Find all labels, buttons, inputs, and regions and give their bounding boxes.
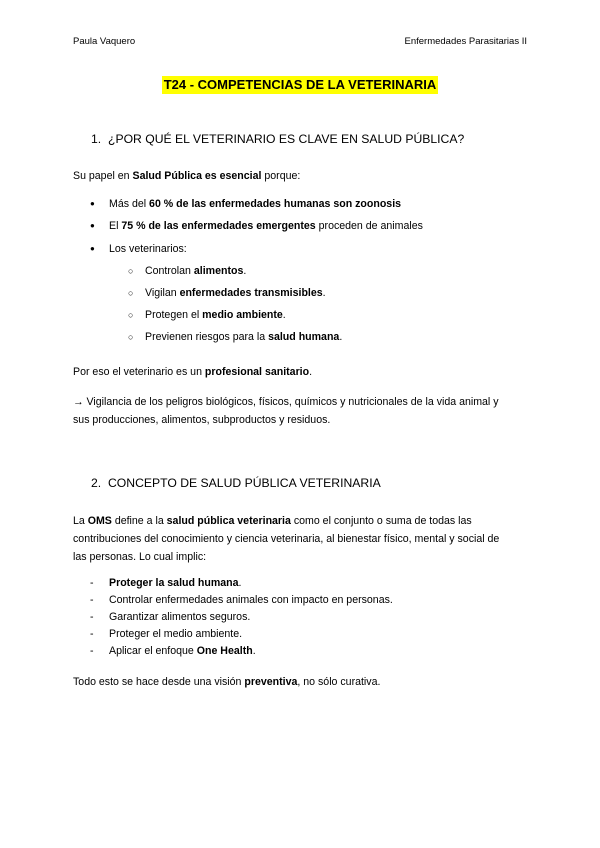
section2-closing bbox=[73, 673, 528, 691]
bold-run: profesional sanitario bbox=[204, 366, 310, 378]
bold-run: salud humana bbox=[268, 331, 340, 343]
dash-list-item bbox=[109, 643, 256, 660]
section2-number: 2. bbox=[91, 476, 102, 490]
dash-marker: - bbox=[90, 611, 94, 623]
bold-run: alimentos bbox=[193, 265, 244, 277]
bold-run: One Health bbox=[196, 645, 253, 657]
bold-run: salud pública veterinaria bbox=[166, 515, 291, 527]
text-run: . bbox=[282, 309, 286, 321]
ring-marker: ○ bbox=[128, 332, 134, 342]
definition-line2: contribuciones del conocimiento y ciencia veterinaria, al bienestar físico, mental y social de bbox=[73, 533, 500, 545]
text-run: Todo esto se hace desde una visión bbox=[73, 676, 245, 688]
dash-marker: - bbox=[90, 594, 94, 606]
bullet-marker: ● bbox=[90, 221, 95, 230]
sub-list-item bbox=[145, 262, 246, 280]
section1-conclusion bbox=[73, 363, 528, 381]
text-run: Protegen el bbox=[145, 309, 203, 321]
section2-heading-text: CONCEPTO DE SALUD PÚBLICA VETERINARIA bbox=[108, 476, 381, 490]
text-run: Más del bbox=[109, 198, 150, 210]
dash-list-item bbox=[109, 575, 241, 592]
text-run: . bbox=[322, 287, 326, 299]
sub-list-item bbox=[145, 328, 342, 346]
ring-marker: ○ bbox=[128, 310, 134, 320]
text-run: . bbox=[243, 265, 247, 277]
header-author: Paula Vaquero bbox=[73, 36, 136, 47]
definition-line3: las personas. Lo cual implic: bbox=[73, 551, 207, 563]
text-run: porque: bbox=[261, 170, 301, 182]
text-run: Los veterinarios: bbox=[109, 243, 187, 255]
bold-run: OMS bbox=[87, 515, 112, 527]
section1-heading-text: ¿POR QUÉ EL VETERINARIO ES CLAVE EN SALUD PÚBLICA? bbox=[108, 132, 465, 146]
bullet-marker: ● bbox=[90, 199, 95, 208]
text-run: , no sólo curativa. bbox=[297, 676, 381, 688]
text-run: El bbox=[109, 220, 122, 232]
text-run: . bbox=[238, 577, 242, 589]
dash-marker: - bbox=[90, 577, 94, 589]
arrow-paragraph-line1: → Vigilancia de los peligros biológicos, físicos, químicos y nutricionales de la vida animal y bbox=[73, 396, 499, 408]
page-title: T24 - COMPETENCIAS DE LA VETERINARIA bbox=[163, 77, 437, 92]
dash-marker: - bbox=[90, 645, 94, 657]
dash-list-item bbox=[109, 609, 250, 626]
bold-run: preventiva bbox=[244, 676, 298, 688]
text-run: Por eso el veterinario es un bbox=[73, 366, 205, 378]
list-item bbox=[109, 195, 401, 213]
bold-run: 75 % de las enfermedades emergentes bbox=[121, 220, 316, 232]
arrow-paragraph-line2: sus producciones, alimentos, subproductos y residuos. bbox=[73, 414, 331, 426]
sub-list-item bbox=[145, 284, 326, 302]
header-course: Enfermedades Parasitarias II bbox=[404, 36, 527, 47]
ring-marker: ○ bbox=[128, 266, 134, 276]
ring-marker: ○ bbox=[128, 288, 134, 298]
title-container bbox=[0, 76, 600, 94]
text-run: . bbox=[309, 366, 313, 378]
bold-run: Salud Pública es esencial bbox=[132, 170, 262, 182]
text-run: proceden de animales bbox=[315, 220, 423, 232]
text-run: Garantizar alimentos seguros. bbox=[109, 611, 251, 623]
text-run: . bbox=[339, 331, 343, 343]
section2-heading bbox=[91, 475, 381, 491]
section1-number: 1. bbox=[91, 132, 102, 146]
bold-run: medio ambiente bbox=[202, 309, 283, 321]
sub-list-item bbox=[145, 306, 286, 324]
text-run: Proteger el medio ambiente. bbox=[109, 628, 243, 640]
text-run: Vigilan bbox=[145, 287, 180, 299]
dash-marker: - bbox=[90, 628, 94, 640]
text-run: Previenen riesgos para la bbox=[145, 331, 269, 343]
text-run: Controlar enfermedades animales con impacto en personas. bbox=[109, 594, 393, 606]
text-run: define a la bbox=[111, 515, 167, 527]
bullet-marker: ● bbox=[90, 244, 95, 253]
section1-intro bbox=[73, 167, 528, 185]
text-run: La bbox=[73, 515, 88, 527]
section1-heading bbox=[91, 131, 464, 147]
list-item bbox=[109, 217, 423, 235]
text-run: Controlan bbox=[145, 265, 194, 277]
bold-run: 60 % de las enfermedades humanas son zoonosis bbox=[149, 198, 402, 210]
dash-list-item bbox=[109, 626, 242, 643]
bold-run: Proteger la salud humana bbox=[109, 577, 239, 589]
text-run: Aplicar el enfoque bbox=[109, 645, 197, 657]
definition-line1 bbox=[73, 512, 528, 530]
text-run: Su papel en bbox=[73, 170, 133, 182]
text-run: . bbox=[252, 645, 256, 657]
bold-run: enfermedades transmisibles bbox=[179, 287, 323, 299]
list-item bbox=[109, 240, 187, 258]
dash-list-item bbox=[109, 592, 393, 609]
text-run: como el conjunto o suma de todas las bbox=[290, 515, 472, 527]
